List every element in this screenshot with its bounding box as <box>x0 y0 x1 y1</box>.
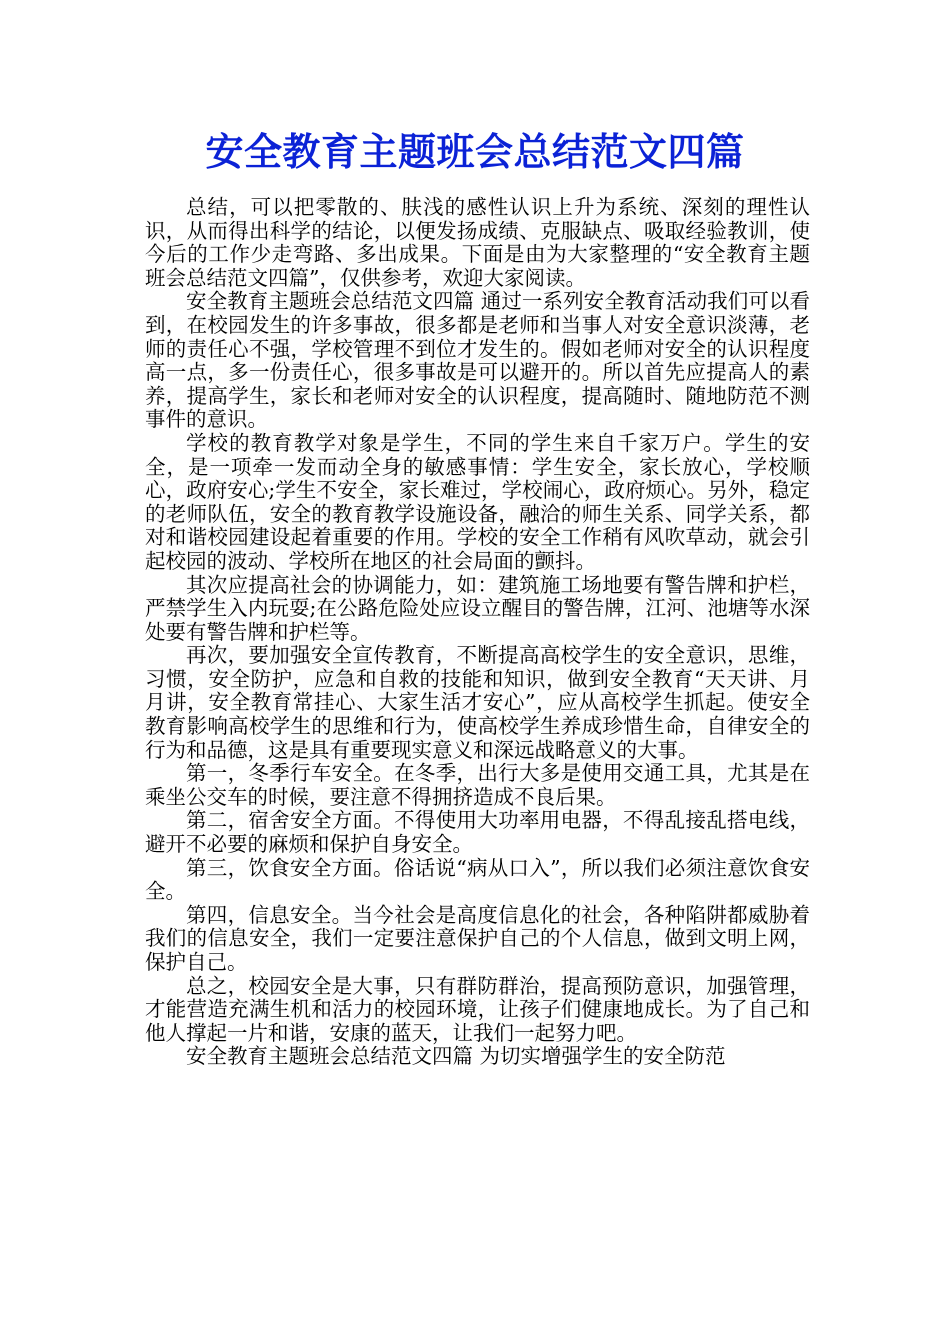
paragraph-9: 总之，校园安全是大事，只有群防群治，提高预防意识，加强管理，才能营造充满生机和活力的校园环境，让孩子们健康地成长。为了自己和他人撑起一片和谐，安康的蓝天，让我们一起努力吧。 <box>145 973 810 1045</box>
paragraph-7: 第三，饮食安全方面。俗话说“病从口入”，所以我们必须注意饮食安全。 <box>145 855 810 904</box>
paragraph-4: 再次，要加强安全宣传教育，不断提高高校学生的安全意识，思维，习惯，安全防护，应急和自救的技能和知识，做到安全教育“天天讲、月月讲，安全教育常挂心、大家生活才安心”，应从高校学生抓起。使安全教育影响高校学生的思维和行为，使高校学生养成珍惜生命，自律安全的行为和品德，这是具有重要现实意义和深远战略意义的大事。 <box>145 643 810 762</box>
paragraph-5: 第一，冬季行车安全。在冬季，出行大多是使用交通工具，尤其是在乘坐公交车的时候，要注意不得拥挤造成不良后果。 <box>145 761 810 809</box>
paragraph-10: 安全教育主题班会总结范文四篇 为切实增强学生的安全防范 <box>186 1044 726 1069</box>
paragraph-intro: 总结，可以把零散的、肤浅的感性认识上升为系统、深刻的理性认识，从而得出科学的结论，以便发扬成绩、克服缺点、吸取经验教训，使今后的工作少走弯路、多出成果。下面是由为大家整理的“安全教育主题班会总结范文四篇”，仅供参考，欢迎大家阅读。 <box>145 195 810 290</box>
paragraph-2: 学校的教育教学对象是学生，不同的学生来自千家万户。学生的安全，是一项牵一发而动全身的敏感事情：学生安全，家长放心，学校顺心，政府安心;学生不安全，家长难过，学校闹心，政府烦心。另外，稳定的老师队伍，安全的教育教学设施设备，融洽的师生关系、同学关系，都对和谐校园建设起着重要的作用。学校的安全工作稍有风吹草动，就会引起校园的波动、学校所在地区的社会局面的颤抖。 <box>145 430 810 573</box>
paragraph-6: 第二，宿舍安全方面。不得使用大功率用电器，不得乱接乱搭电线，避开不必要的麻烦和保护自身安全。 <box>145 808 810 857</box>
paragraph-3: 其次应提高社会的协调能力，如：建筑施工场地要有警告牌和护栏，严禁学生入内玩耍;在公路危险处应设立醒目的警告牌，江河、池塘等水深处要有警告牌和护栏等。 <box>145 572 810 644</box>
document-body <box>145 196 810 1069</box>
paragraph-1: 安全教育主题班会总结范文四篇 通过一系列安全教育活动我们可以看到，在校园发生的许多事故，很多都是老师和当事人对安全意识淡薄，老师的责任心不强，学校管理不到位才发生的。假如老师对安全的认识程度高一点，多一份责任心，很多事故是可以避开的。所以首先应提高人的素养，提高学生，家长和老师对安全的认识程度，提高随时、随地防范不测事件的意识。 <box>145 289 810 432</box>
paragraph-8: 第四，信息安全。当今社会是高度信息化的社会，各种陷阱都威胁着我们的信息安全，我们一定要注意保护自己的个人信息，做到文明上网，保护自己。 <box>145 902 810 974</box>
document-title: 安全教育主题班会总结范文四篇 <box>205 129 745 174</box>
